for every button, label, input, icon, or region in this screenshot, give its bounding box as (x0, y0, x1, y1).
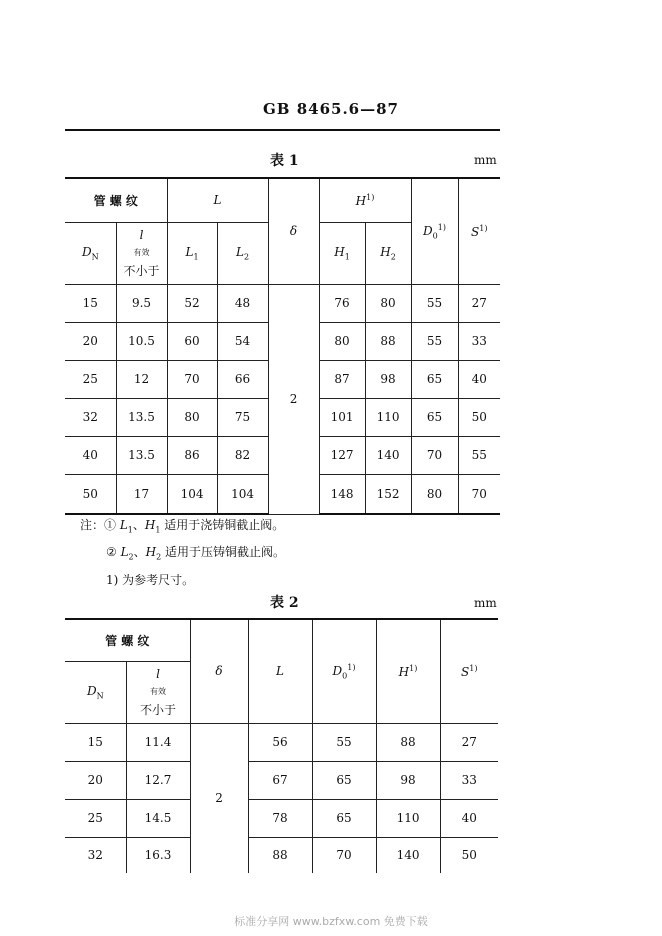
table-cell: 67 (248, 761, 312, 799)
table-cell: 50 (458, 398, 500, 436)
table-row (65, 761, 498, 799)
table-cell: 66 (217, 360, 268, 398)
table-cell: 9.5 (116, 284, 167, 322)
t1-delta-value: 2 (268, 284, 319, 514)
table-cell: 33 (458, 322, 500, 360)
table-row (65, 837, 498, 873)
table-cell: 127 (319, 436, 365, 474)
table-cell: 40 (65, 436, 116, 474)
table-cell: 54 (217, 322, 268, 360)
table-cell: 33 (440, 761, 498, 799)
table-cell: 56 (248, 723, 312, 761)
table-cell: 110 (365, 398, 411, 436)
t2-header-l-eff: l 有效 不小于 (126, 661, 190, 723)
table-cell: 110 (376, 799, 440, 837)
standard-number: GB 8465.6—87 (263, 100, 399, 118)
t2-header-L: L (248, 619, 312, 723)
table-cell: 27 (458, 284, 500, 322)
table-cell: 75 (217, 398, 268, 436)
table-cell: 55 (411, 322, 458, 360)
table-cell: 50 (65, 474, 116, 514)
t1-header-H: $H^{1)}$ (319, 178, 411, 222)
table-cell: 55 (411, 284, 458, 322)
table-cell: 98 (365, 360, 411, 398)
t1-header-L1: $L_1$ (167, 222, 217, 284)
table1-unit: mm (474, 153, 497, 167)
t1-header-l-eff: l 有效 不小于 (116, 222, 167, 284)
table-cell: 101 (319, 398, 365, 436)
table-cell: 11.4 (126, 723, 190, 761)
table-cell: 25 (65, 799, 126, 837)
table-cell: 80 (411, 474, 458, 514)
table-cell: 88 (376, 723, 440, 761)
note-1: 注：① $L_1$、$H_1$ 适用于浇铸铜截止阀。 (80, 518, 285, 535)
table-cell: 88 (248, 837, 312, 873)
table-cell: 32 (65, 398, 116, 436)
table-cell: 55 (458, 436, 500, 474)
t1-header-H1: $H_1$ (319, 222, 365, 284)
t2-header-D0: $D_0^{1)}$ (312, 619, 376, 723)
table-cell: 140 (376, 837, 440, 873)
table1 (65, 177, 500, 515)
table-cell: 70 (312, 837, 376, 873)
table-cell: 70 (458, 474, 500, 514)
table-cell: 14.5 (126, 799, 190, 837)
table-cell: 82 (217, 436, 268, 474)
t1-header-L2: $L_2$ (217, 222, 268, 284)
t1-header-L: L (167, 178, 268, 222)
t2-header-dn: $D_N$ (65, 661, 126, 723)
t1-header-D0: $D_0^{1)}$ (411, 178, 458, 284)
table-cell: 15 (65, 723, 126, 761)
table-cell: 152 (365, 474, 411, 514)
table-cell: 65 (411, 398, 458, 436)
table-cell: 65 (411, 360, 458, 398)
table-cell: 20 (65, 761, 126, 799)
table2-caption: 表 2 (270, 595, 299, 611)
note-2: ② $L_2$、$H_2$ 适用于压铸铜截止阀。 (106, 545, 286, 562)
table-cell: 40 (458, 360, 500, 398)
table-cell: 40 (440, 799, 498, 837)
table-row (65, 284, 500, 322)
header-rule (65, 129, 500, 131)
table-cell: 80 (365, 284, 411, 322)
table-cell: 50 (440, 837, 498, 873)
table-cell: 52 (167, 284, 217, 322)
table-cell: 104 (167, 474, 217, 514)
t1-header-S: $S^{1)}$ (458, 178, 500, 284)
table-cell: 80 (167, 398, 217, 436)
table-cell: 12 (116, 360, 167, 398)
t2-header-delta: δ (190, 619, 248, 723)
table-cell: 17 (116, 474, 167, 514)
table-cell: 140 (365, 436, 411, 474)
table-cell: 32 (65, 837, 126, 873)
t1-header-thread: 管 螺 纹 (65, 178, 167, 222)
t2-header-S: $S^{1)}$ (440, 619, 498, 723)
table-cell: 16.3 (126, 837, 190, 873)
table2-unit: mm (474, 596, 497, 610)
table-row (65, 799, 498, 837)
table-cell: 87 (319, 360, 365, 398)
table-cell: 65 (312, 799, 376, 837)
table1-notes (80, 514, 285, 591)
table-cell: 70 (167, 360, 217, 398)
footer-watermark: 标准分享网 www.bzfxw.com 免费下载 (234, 915, 428, 928)
table-cell: 98 (376, 761, 440, 799)
table-cell: 15 (65, 284, 116, 322)
table1-caption: 表 1 (270, 153, 299, 169)
table-cell: 20 (65, 322, 116, 360)
table-cell: 55 (312, 723, 376, 761)
table-cell: 78 (248, 799, 312, 837)
table-cell: 12.7 (126, 761, 190, 799)
table-cell: 65 (312, 761, 376, 799)
table-cell: 13.5 (116, 398, 167, 436)
t2-header-thread: 管 螺 纹 (65, 619, 190, 661)
table-cell: 88 (365, 322, 411, 360)
table-cell: 25 (65, 360, 116, 398)
table-cell: 86 (167, 436, 217, 474)
table-cell: 10.5 (116, 322, 167, 360)
table-row (65, 723, 498, 761)
note-3: 1) 为参考尺寸。 (106, 572, 195, 587)
t1-header-dn: $D_N$ (65, 222, 116, 284)
table-cell: 80 (319, 322, 365, 360)
t2-delta-value: 2 (190, 723, 248, 873)
table-cell: 60 (167, 322, 217, 360)
table-cell: 148 (319, 474, 365, 514)
table2 (65, 618, 498, 873)
t1-header-delta: δ (268, 178, 319, 284)
table-cell: 27 (440, 723, 498, 761)
table-cell: 48 (217, 284, 268, 322)
table-cell: 70 (411, 436, 458, 474)
table-cell: 104 (217, 474, 268, 514)
table-cell: 76 (319, 284, 365, 322)
t1-header-H2: $H_2$ (365, 222, 411, 284)
t2-header-H: $H^{1)}$ (376, 619, 440, 723)
table-cell: 13.5 (116, 436, 167, 474)
